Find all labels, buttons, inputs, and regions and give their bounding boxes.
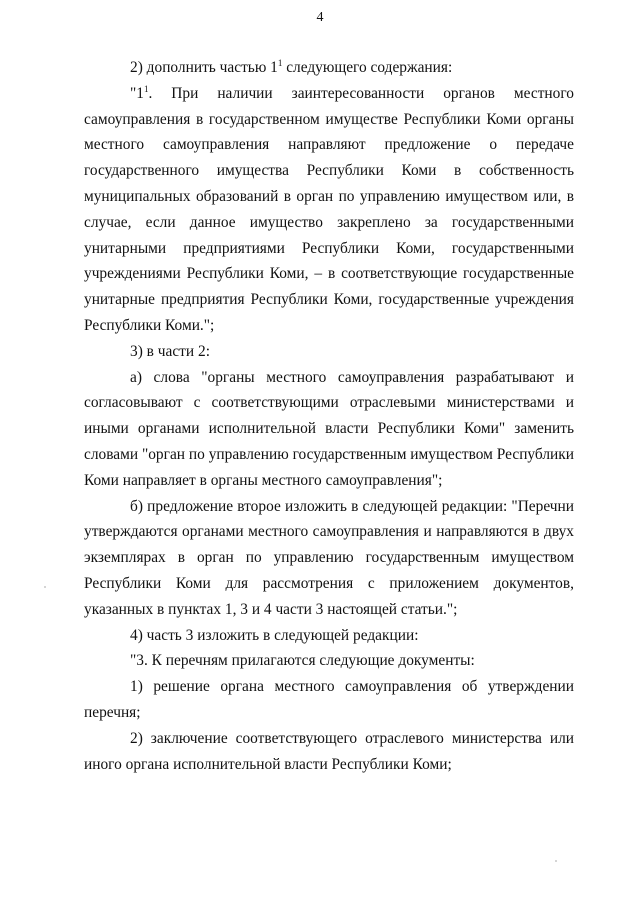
scan-speck (555, 860, 557, 862)
paragraph-document-item-2: 2) заключение соответствующего отраслевого министерства или иного органа исполнительной власти Республики Коми; (84, 729, 574, 773)
text-run: . При наличии заинтересованности органов местного самоуправления в государственном имуществе Республики Коми органы местного самоуправления направляют предложение о передаче государственного имущества Республики Коми в собственность муниципальных образований в орган по управлению имуществом или, в случае, если данное имущество закреплено за государственными унитарными предприятиями Республики Коми, государственными учреждениями Республики Коми, – в соответствующие государственные унитарные предприятия Республики Коми, государственные учреждения Республики Коми."; (84, 84, 574, 334)
text-run: следующего содержания: (282, 59, 453, 76)
text-run: 2) дополнить частью 1 (130, 59, 278, 76)
text-run: "1 (130, 84, 144, 102)
document-body (84, 55, 574, 777)
paragraph-document-item-1: 1) решение органа местного самоуправления об утверждении перечня; (84, 678, 574, 721)
page-number: 4 (316, 10, 324, 25)
paragraph-part-1-1-text (84, 81, 574, 339)
paragraph-part-3-heading: 4) часть 3 изложить в следующей редакции: (130, 626, 419, 644)
paragraph-part-2-heading: 3) в части 2: (130, 342, 210, 360)
superscript: 1 (143, 83, 149, 94)
scan-speck (44, 586, 46, 588)
superscript: 1 (277, 58, 283, 68)
paragraph-subitem-b: б) предложение второе изложить в следующей редакции: "Перечни утверждаются органами местного самоуправления и направляются в двух экземплярах в орган по управлению государственным имуществом Республики Коми для рассмотрения с приложением документов, указанных в пунктах 1, 3 и 4 части 3 настоящей статьи."; (84, 497, 574, 618)
paragraph-documents-intro: "3. К перечням прилагаются следующие документы: (130, 652, 475, 670)
paragraph-subitem-a: а) слова "органы местного самоуправления разрабатывают и согласовывают с соответствующими отраслевыми министерствами и иными органами исполнительной власти Республики Коми" заменить словами "орган по управлению государственным имуществом Республики Коми направляет в органы местного самоуправления"; (84, 368, 574, 489)
paragraph-amend-part-1-1 (84, 55, 574, 81)
